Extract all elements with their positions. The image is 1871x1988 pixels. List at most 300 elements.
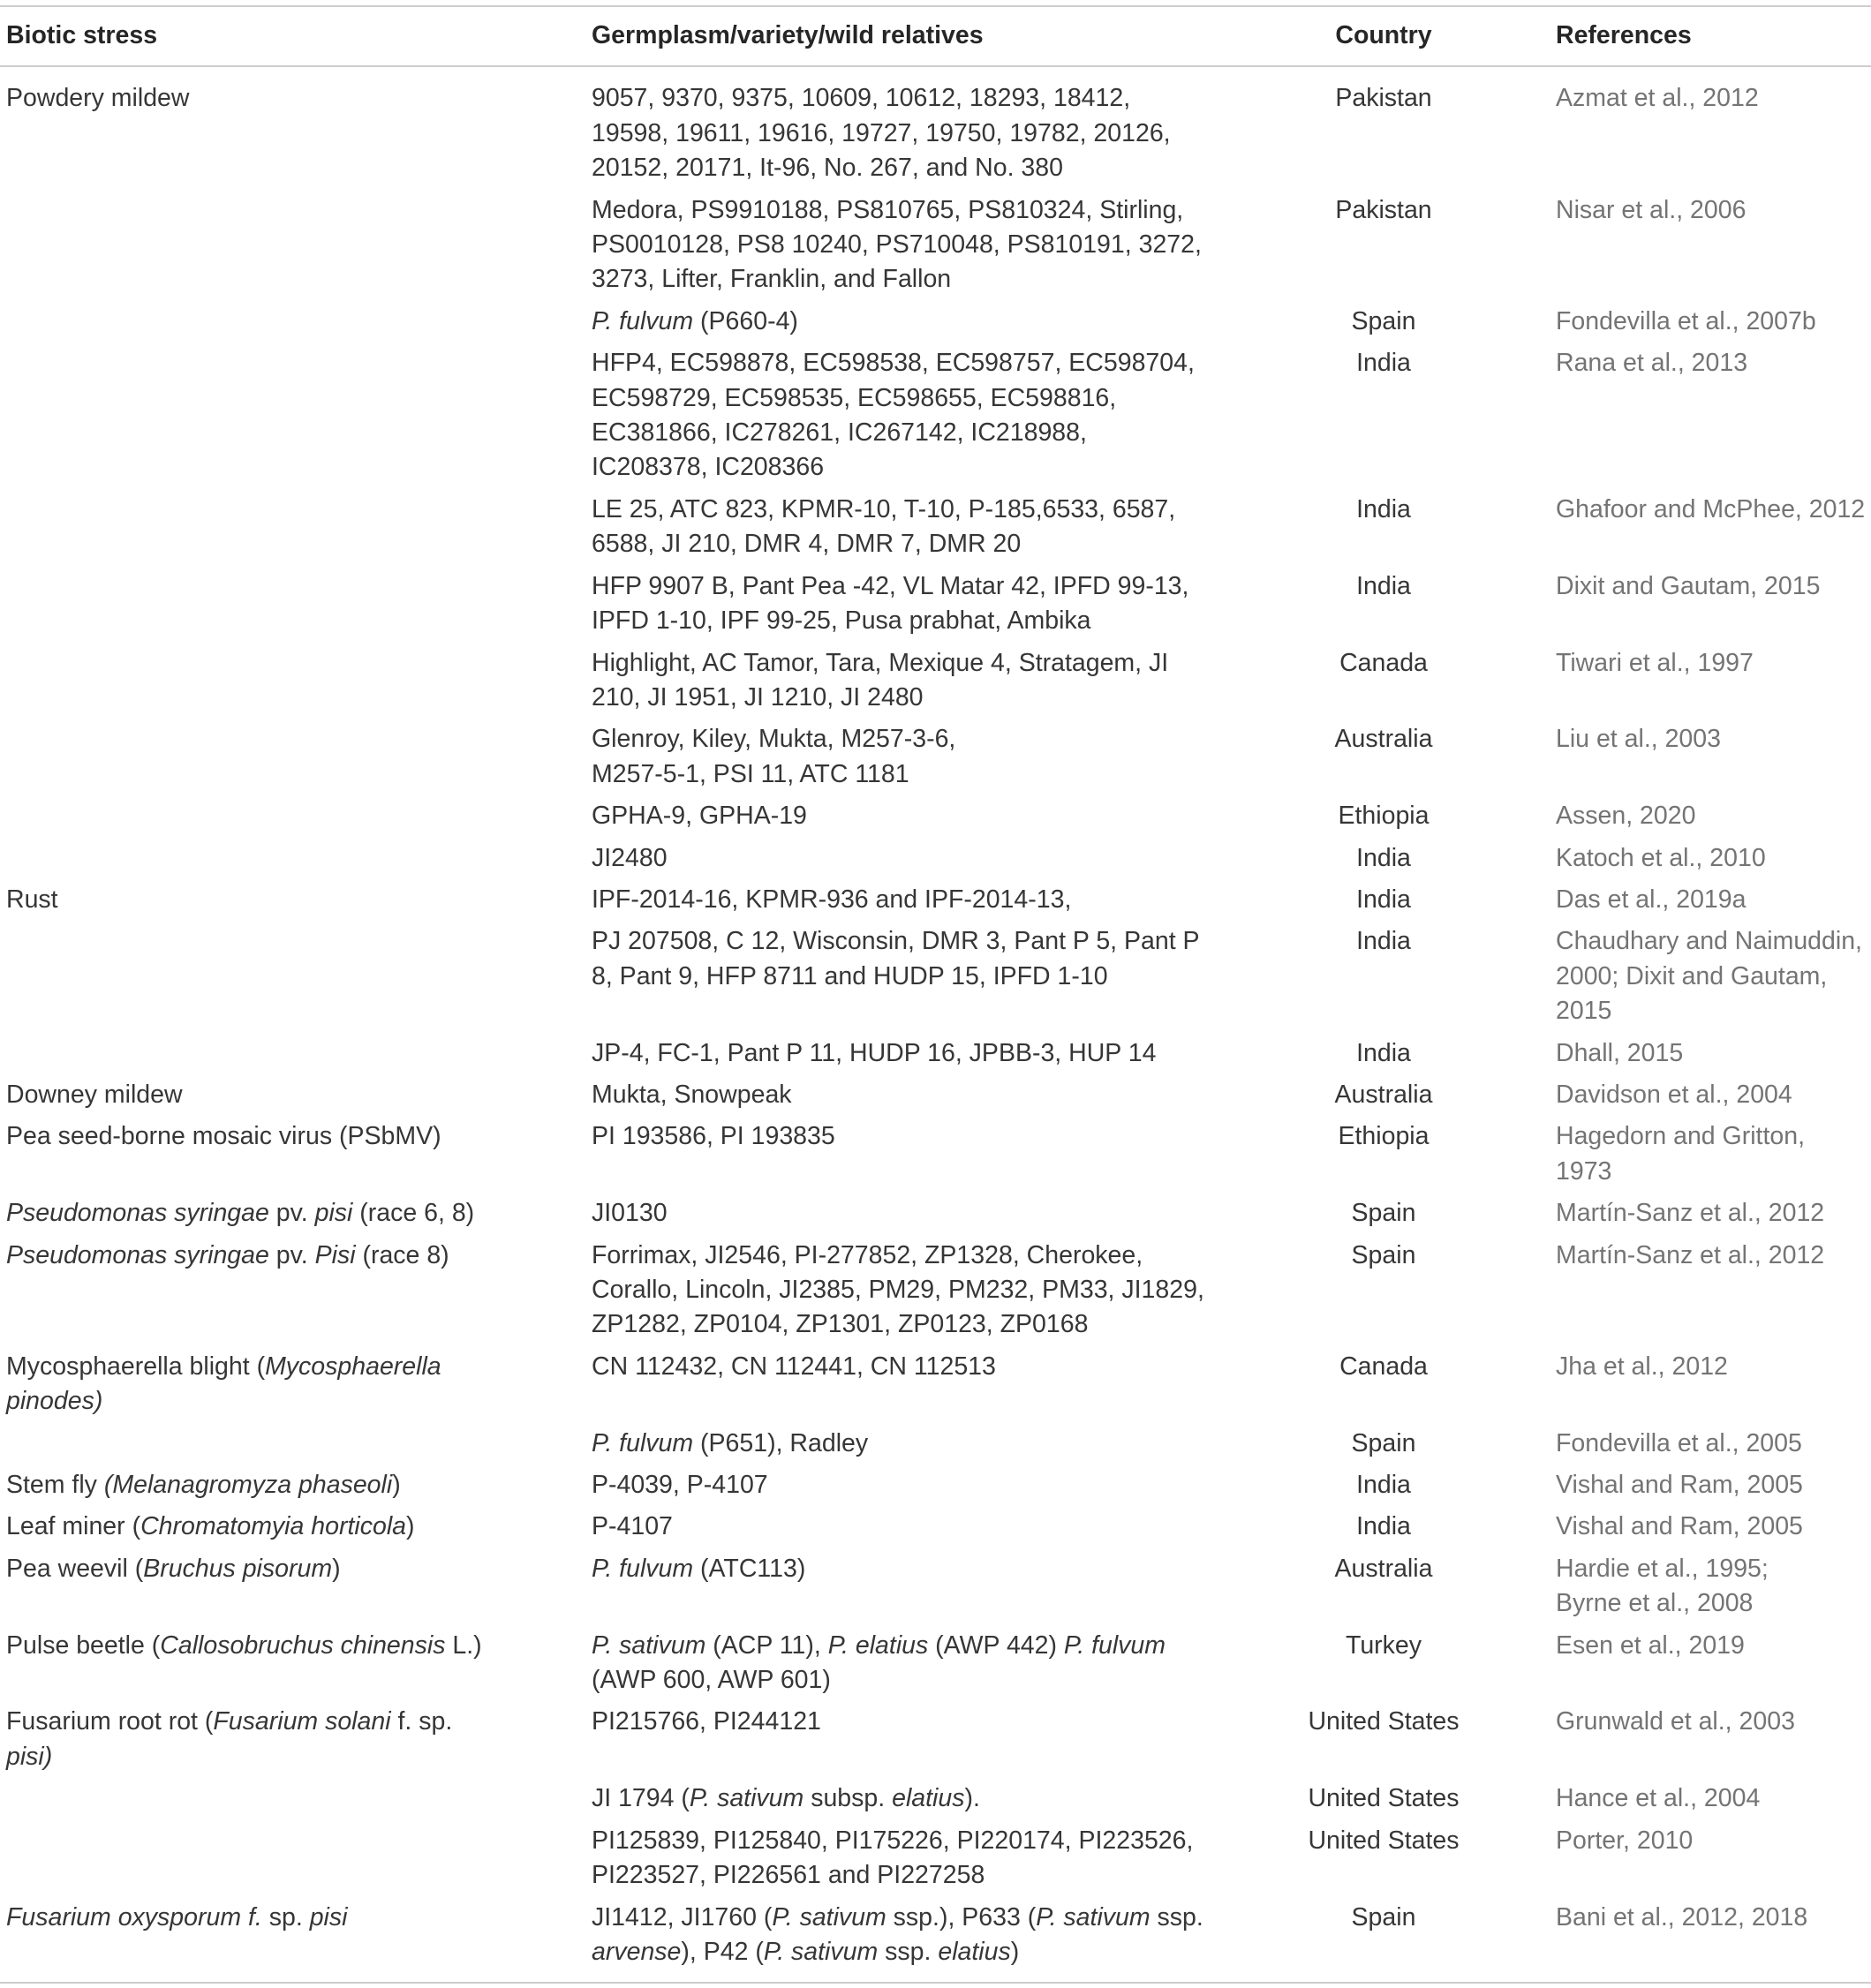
text-segment: ssp. bbox=[878, 1937, 939, 1966]
header-references: References bbox=[1556, 20, 1692, 49]
cell-country bbox=[1269, 719, 1498, 795]
cell-references bbox=[1498, 301, 1871, 343]
table-row bbox=[0, 1625, 1871, 1702]
cell-country bbox=[1269, 1778, 1498, 1819]
cell-biotic-stress bbox=[0, 1820, 592, 1897]
biotic-stress-table bbox=[0, 5, 1871, 1984]
italic-text: Fusarium solani bbox=[213, 1707, 391, 1736]
germplasm-line bbox=[592, 1427, 1269, 1461]
text-segment: ssp.), P633 ( bbox=[886, 1902, 1037, 1932]
biotic-stress-label: Pea seed-borne mosaic virus (PSbMV) bbox=[6, 1122, 441, 1151]
cell-biotic-stress bbox=[0, 67, 592, 190]
biotic-stress-label bbox=[0, 1705, 592, 1739]
cell-references bbox=[1498, 1346, 1871, 1423]
cell-references bbox=[1498, 190, 1871, 301]
cell-country bbox=[1269, 190, 1498, 301]
cell-biotic-stress bbox=[0, 1346, 592, 1423]
country-name: India bbox=[1356, 1471, 1411, 1500]
cell-germplasm bbox=[592, 1465, 1269, 1506]
cell-biotic-stress bbox=[0, 1778, 592, 1819]
text-segment: pv. bbox=[268, 1199, 315, 1228]
table-row bbox=[0, 301, 1871, 343]
reference-link[interactable]: Vishal and Ram, 2005 bbox=[1556, 1471, 1803, 1500]
header-cell-country bbox=[1269, 5, 1498, 67]
text-segment: (ATC113) bbox=[693, 1554, 806, 1583]
biotic-stress-label bbox=[0, 1239, 592, 1273]
italic-text: pisi) bbox=[6, 1742, 53, 1771]
reference-link[interactable]: Davidson et al., 2004 bbox=[1556, 1080, 1792, 1109]
header-biotic-stress: Biotic stress bbox=[6, 20, 158, 49]
table-row bbox=[0, 1548, 1871, 1625]
italic-text: Chromatomyia horticola bbox=[140, 1512, 407, 1541]
country-name: Ethiopia bbox=[1338, 802, 1430, 831]
cell-biotic-stress bbox=[0, 1548, 592, 1625]
table-row bbox=[0, 566, 1871, 643]
germplasm-line: CN 112432, CN 112441, CN 112513 bbox=[592, 1352, 996, 1381]
reference-link[interactable]: Fondevilla et al., 2005 bbox=[1556, 1428, 1802, 1457]
cell-country bbox=[1269, 1235, 1498, 1346]
table-body bbox=[0, 67, 1871, 1984]
cell-germplasm bbox=[592, 1548, 1269, 1625]
country-name: Pakistan bbox=[1335, 195, 1432, 224]
cell-biotic-stress bbox=[0, 1033, 592, 1074]
reference-link[interactable]: Nisar et al., 2006 bbox=[1556, 195, 1747, 224]
germplasm-line: HFP4, EC598878, EC598538, EC598757, EC598704, bbox=[592, 349, 1195, 378]
germplasm-line: 20152, 20171, It-96, No. 267, and No. 380 bbox=[592, 154, 1063, 183]
cell-references bbox=[1498, 921, 1871, 1032]
reference-link[interactable]: Hagedorn and Gritton, bbox=[1556, 1122, 1806, 1151]
cell-references bbox=[1498, 1193, 1871, 1234]
country-name: Australia bbox=[1334, 1554, 1433, 1583]
cell-biotic-stress bbox=[0, 1074, 592, 1116]
italic-text: P. sativum bbox=[772, 1902, 886, 1932]
cell-references bbox=[1498, 795, 1871, 837]
cell-biotic-stress bbox=[0, 301, 592, 343]
country-name: Turkey bbox=[1345, 1630, 1422, 1660]
italic-text: P. fulvum bbox=[592, 1428, 694, 1457]
germplasm-line: P-4039, P-4107 bbox=[592, 1471, 768, 1500]
cell-germplasm bbox=[592, 1074, 1269, 1116]
cell-biotic-stress bbox=[0, 719, 592, 795]
italic-text: arvense bbox=[592, 1937, 682, 1966]
cell-references bbox=[1498, 1116, 1871, 1193]
cell-country bbox=[1269, 795, 1498, 837]
cell-country bbox=[1269, 879, 1498, 921]
text-segment: JI1412, JI1760 ( bbox=[592, 1902, 773, 1932]
cell-references bbox=[1498, 1820, 1871, 1897]
cell-germplasm bbox=[592, 301, 1269, 343]
italic-text: P. fulvum bbox=[592, 1554, 694, 1583]
germplasm-line: M257-5-1, PSI 11, ATC 1181 bbox=[592, 759, 909, 788]
cell-germplasm bbox=[592, 1346, 1269, 1423]
cell-references bbox=[1498, 1074, 1871, 1116]
cell-country bbox=[1269, 1506, 1498, 1547]
cell-country bbox=[1269, 1897, 1498, 1984]
cell-biotic-stress bbox=[0, 1897, 592, 1984]
italic-text: Callosobruchus chinensis bbox=[160, 1630, 446, 1660]
cell-germplasm bbox=[592, 1778, 1269, 1819]
header-row bbox=[0, 5, 1871, 67]
biotic-stress-label bbox=[0, 1196, 592, 1231]
italic-text: Fusarium oxysporum f. bbox=[6, 1902, 262, 1932]
reference-link[interactable]: Bani et al., 2012, 2018 bbox=[1556, 1902, 1808, 1932]
cell-references bbox=[1498, 67, 1871, 190]
table-header bbox=[0, 5, 1871, 67]
country-name: Spain bbox=[1351, 1199, 1416, 1228]
cell-germplasm bbox=[592, 566, 1269, 643]
germplasm-line: (AWP 600, AWP 601) bbox=[592, 1666, 831, 1695]
italic-text: elatius bbox=[938, 1937, 1011, 1966]
cell-germplasm bbox=[592, 1820, 1269, 1897]
italic-text: elatius bbox=[892, 1784, 965, 1813]
cell-references bbox=[1498, 719, 1871, 795]
cell-country bbox=[1269, 1625, 1498, 1702]
germplasm-line: PI223527, PI226561 and PI227258 bbox=[592, 1861, 985, 1890]
biotic-stress-label: Powdery mildew bbox=[6, 84, 190, 113]
cell-biotic-stress bbox=[0, 1465, 592, 1506]
reference-link[interactable]: Tiwari et al., 1997 bbox=[1556, 648, 1754, 677]
country-name: Australia bbox=[1334, 725, 1433, 754]
italic-text: pisi bbox=[309, 1902, 348, 1932]
text-segment: ) bbox=[392, 1471, 401, 1500]
cell-references bbox=[1498, 489, 1871, 566]
cell-germplasm bbox=[592, 838, 1269, 879]
header-cell-biotic-stress bbox=[0, 5, 592, 67]
germplasm-line bbox=[592, 305, 1269, 339]
reference-link[interactable]: Porter, 2010 bbox=[1556, 1826, 1694, 1855]
italic-text: pinodes) bbox=[6, 1387, 103, 1416]
cell-biotic-stress bbox=[0, 838, 592, 879]
italic-text: P. sativum bbox=[689, 1784, 804, 1813]
table-row bbox=[0, 1820, 1871, 1897]
text-segment: Pulse beetle ( bbox=[6, 1630, 161, 1660]
cell-references bbox=[1498, 1701, 1871, 1778]
cell-country bbox=[1269, 1116, 1498, 1193]
germplasm-line: PS0010128, PS8 10240, PS710048, PS810191, 3272, bbox=[592, 230, 1202, 260]
table-row bbox=[0, 1778, 1871, 1819]
text-segment: L.) bbox=[445, 1630, 482, 1660]
biotic-stress-label bbox=[0, 1901, 592, 1935]
table-row bbox=[0, 1506, 1871, 1547]
table-row bbox=[0, 190, 1871, 301]
germplasm-line: EC381866, IC278261, IC267142, IC218988, bbox=[592, 418, 1087, 448]
cell-germplasm bbox=[592, 1506, 1269, 1547]
germplasm-line bbox=[592, 1935, 1269, 1969]
country-name: India bbox=[1356, 571, 1411, 600]
cell-germplasm bbox=[592, 190, 1269, 301]
germplasm-line: Mukta, Snowpeak bbox=[592, 1080, 792, 1109]
germplasm-line: JI2480 bbox=[592, 843, 668, 872]
cell-country bbox=[1269, 921, 1498, 1032]
table-row bbox=[0, 1116, 1871, 1193]
reference-link[interactable]: Dhall, 2015 bbox=[1556, 1038, 1684, 1067]
cell-country bbox=[1269, 643, 1498, 719]
cell-germplasm bbox=[592, 343, 1269, 489]
header-cell-references bbox=[1498, 5, 1871, 67]
germplasm-line: HFP 9907 B, Pant Pea -42, VL Matar 42, IPFD 99-13, bbox=[592, 571, 1189, 600]
cell-references bbox=[1498, 643, 1871, 719]
cell-germplasm bbox=[592, 1033, 1269, 1074]
germplasm-line: P-4107 bbox=[592, 1512, 673, 1541]
country-name: India bbox=[1356, 349, 1411, 378]
country-name: Spain bbox=[1351, 1240, 1416, 1269]
biotic-stress-label: Downey mildew bbox=[6, 1080, 183, 1109]
cell-biotic-stress bbox=[0, 343, 592, 489]
table-row bbox=[0, 343, 1871, 489]
country-name: Spain bbox=[1351, 1902, 1416, 1932]
germplasm-line bbox=[592, 1629, 1269, 1663]
reference-link[interactable]: Dixit and Gautam, 2015 bbox=[1556, 571, 1821, 600]
germplasm-line: ZP1282, ZP0104, ZP1301, ZP0123, ZP0168 bbox=[592, 1310, 1089, 1339]
germplasm-line: 9057, 9370, 9375, 10609, 10612, 18293, 18412, bbox=[592, 84, 1131, 113]
table-row bbox=[0, 838, 1871, 879]
germplasm-line: JP-4, FC-1, Pant P 11, HUDP 16, JPBB-3, HUP 14 bbox=[592, 1038, 1157, 1067]
cell-germplasm bbox=[592, 1116, 1269, 1193]
cell-country bbox=[1269, 1346, 1498, 1423]
text-segment: ) bbox=[406, 1512, 415, 1541]
cell-references bbox=[1498, 566, 1871, 643]
cell-references bbox=[1498, 1548, 1871, 1625]
biotic-stress-label: Rust bbox=[6, 885, 58, 914]
text-segment: ) bbox=[1010, 1937, 1020, 1966]
country-name: India bbox=[1356, 927, 1411, 956]
cell-germplasm bbox=[592, 1423, 1269, 1465]
text-segment: ). bbox=[964, 1784, 980, 1813]
reference-link[interactable]: Das et al., 2019a bbox=[1556, 885, 1747, 914]
reference-link[interactable]: Martín-Sanz et al., 2012 bbox=[1556, 1199, 1825, 1228]
reference-link[interactable]: Hance et al., 2004 bbox=[1556, 1784, 1761, 1813]
cell-country bbox=[1269, 489, 1498, 566]
reference-link[interactable]: Esen et al., 2019 bbox=[1556, 1630, 1745, 1660]
reference-link[interactable]: 2015 bbox=[1556, 997, 1612, 1026]
text-segment: Mycosphaerella blight ( bbox=[6, 1352, 266, 1381]
germplasm-line: 210, JI 1951, JI 1210, JI 2480 bbox=[592, 682, 924, 712]
italic-text: P. sativum bbox=[763, 1937, 879, 1966]
table-row bbox=[0, 1701, 1871, 1778]
reference-link[interactable]: Rana et al., 2013 bbox=[1556, 349, 1748, 378]
cell-references bbox=[1498, 1506, 1871, 1547]
cell-biotic-stress bbox=[0, 1701, 592, 1778]
text-segment: Stem fly bbox=[6, 1471, 104, 1500]
cell-biotic-stress bbox=[0, 1235, 592, 1346]
cell-country bbox=[1269, 1465, 1498, 1506]
cell-germplasm bbox=[592, 1235, 1269, 1346]
cell-country bbox=[1269, 1074, 1498, 1116]
text-segment: (P660-4) bbox=[693, 306, 798, 335]
reference-link[interactable]: Liu et al., 2003 bbox=[1556, 725, 1721, 754]
reference-link[interactable]: Assen, 2020 bbox=[1556, 802, 1696, 831]
reference-link[interactable]: Fondevilla et al., 2007b bbox=[1556, 306, 1816, 335]
italic-text: P. fulvum bbox=[1063, 1630, 1166, 1660]
header-country: Country bbox=[1335, 20, 1432, 49]
cell-biotic-stress bbox=[0, 879, 592, 921]
cell-biotic-stress bbox=[0, 489, 592, 566]
reference-link[interactable]: 2000; Dixit and Gautam, bbox=[1556, 961, 1828, 990]
cell-country bbox=[1269, 301, 1498, 343]
cell-references bbox=[1498, 1423, 1871, 1465]
cell-references bbox=[1498, 1465, 1871, 1506]
cell-references bbox=[1498, 343, 1871, 489]
header-cell-germplasm bbox=[592, 5, 1269, 67]
cell-biotic-stress bbox=[0, 1116, 592, 1193]
italic-text: P. sativum bbox=[592, 1630, 706, 1660]
reference-link[interactable]: Hardie et al., 1995; bbox=[1556, 1554, 1769, 1583]
table-row bbox=[0, 795, 1871, 837]
cell-references bbox=[1498, 1625, 1871, 1702]
cell-germplasm bbox=[592, 67, 1269, 190]
reference-link[interactable]: Vishal and Ram, 2005 bbox=[1556, 1512, 1803, 1541]
table-row bbox=[0, 643, 1871, 719]
germplasm-line: Corallo, Lincoln, JI2385, PM29, PM232, PM33, JI1829, bbox=[592, 1276, 1204, 1304]
cell-biotic-stress bbox=[0, 1423, 592, 1465]
cell-germplasm bbox=[592, 1701, 1269, 1778]
header-germplasm: Germplasm/variety/wild relatives bbox=[592, 20, 984, 49]
cell-biotic-stress bbox=[0, 566, 592, 643]
germplasm-line: JI0130 bbox=[592, 1199, 668, 1228]
cell-country bbox=[1269, 343, 1498, 489]
germplasm-line: PI 193586, PI 193835 bbox=[592, 1122, 835, 1151]
country-name: Spain bbox=[1351, 1428, 1416, 1457]
country-name: India bbox=[1356, 1512, 1411, 1541]
reference-link[interactable]: Martín-Sanz et al., 2012 bbox=[1556, 1240, 1825, 1269]
reference-link[interactable]: Azmat et al., 2012 bbox=[1556, 84, 1759, 113]
cell-references bbox=[1498, 1897, 1871, 1984]
text-segment: ), P42 ( bbox=[681, 1937, 764, 1966]
biotic-stress-label bbox=[0, 1552, 592, 1586]
table-row bbox=[0, 489, 1871, 566]
biotic-stress-label bbox=[0, 1350, 592, 1384]
germplasm-line bbox=[592, 1901, 1269, 1935]
cell-country bbox=[1269, 1701, 1498, 1778]
cell-country bbox=[1269, 1423, 1498, 1465]
country-name: United States bbox=[1308, 1707, 1460, 1736]
cell-references bbox=[1498, 879, 1871, 921]
cell-country bbox=[1269, 1548, 1498, 1625]
germplasm-line: Forrimax, JI2546, PI-277852, ZP1328, Cherokee, bbox=[592, 1240, 1143, 1269]
reference-link[interactable]: Grunwald et al., 2003 bbox=[1556, 1707, 1795, 1736]
text-segment: (P651), Radley bbox=[693, 1428, 869, 1457]
italic-text: pisi bbox=[314, 1199, 353, 1228]
table-row bbox=[0, 719, 1871, 795]
italic-text: Mycosphaerella bbox=[265, 1352, 441, 1381]
country-name: Australia bbox=[1334, 1080, 1433, 1109]
country-name: India bbox=[1356, 1038, 1411, 1067]
italic-text: Pisi bbox=[314, 1240, 356, 1269]
cell-references bbox=[1498, 1235, 1871, 1346]
table-row bbox=[0, 1423, 1871, 1465]
text-segment: subsp. bbox=[803, 1784, 893, 1813]
italic-text: P. fulvum bbox=[592, 306, 694, 335]
text-segment: Pea weevil ( bbox=[6, 1554, 144, 1583]
cell-country bbox=[1269, 1033, 1498, 1074]
germplasm-line: 19598, 19611, 19616, 19727, 19750, 19782, 20126, bbox=[592, 118, 1171, 147]
cell-germplasm bbox=[592, 1897, 1269, 1984]
germplasm-line: IPFD 1-10, IPF 99-25, Pusa prabhat, Ambika bbox=[592, 606, 1091, 636]
cell-biotic-stress bbox=[0, 643, 592, 719]
reference-link[interactable]: Byrne et al., 2008 bbox=[1556, 1589, 1754, 1618]
germplasm-line: LE 25, ATC 823, KPMR-10, T-10, P-185,6533, 6587, bbox=[592, 494, 1176, 523]
cell-country bbox=[1269, 67, 1498, 190]
cell-germplasm bbox=[592, 879, 1269, 921]
italic-text: P. sativum bbox=[1036, 1902, 1151, 1932]
biotic-stress-label bbox=[0, 1510, 592, 1544]
germplasm-line: Highlight, AC Tamor, Tara, Mexique 4, Stratagem, JI bbox=[592, 648, 1169, 677]
cell-references bbox=[1498, 838, 1871, 879]
reference-link[interactable]: Ghafoor and McPhee, 2012 bbox=[1556, 494, 1866, 523]
table-row bbox=[0, 1465, 1871, 1506]
cell-germplasm bbox=[592, 489, 1269, 566]
cell-biotic-stress bbox=[0, 795, 592, 837]
text-segment: (race 8) bbox=[355, 1240, 449, 1269]
italic-text: P. elatius bbox=[827, 1630, 929, 1660]
country-name: Spain bbox=[1351, 306, 1416, 335]
cell-country bbox=[1269, 838, 1498, 879]
germplasm-line: EC598729, EC598535, EC598655, EC598816, bbox=[592, 383, 1117, 412]
cell-germplasm bbox=[592, 921, 1269, 1032]
germplasm-line: IPF-2014-16, KPMR-936 and IPF-2014-13, bbox=[592, 885, 1072, 914]
cell-country bbox=[1269, 1820, 1498, 1897]
text-segment: (race 6, 8) bbox=[352, 1199, 475, 1228]
table-row bbox=[0, 1033, 1871, 1074]
cell-germplasm bbox=[592, 795, 1269, 837]
italic-text: Bruchus pisorum bbox=[143, 1554, 333, 1583]
germplasm-line: PI215766, PI244121 bbox=[592, 1707, 821, 1736]
country-name: India bbox=[1356, 843, 1411, 872]
country-name: Pakistan bbox=[1335, 84, 1432, 113]
cell-references bbox=[1498, 1778, 1871, 1819]
table-row bbox=[0, 1074, 1871, 1116]
table-row bbox=[0, 1897, 1871, 1984]
table-row bbox=[0, 67, 1871, 190]
text-segment: (AWP 442) bbox=[928, 1630, 1064, 1660]
cell-biotic-stress bbox=[0, 921, 592, 1032]
cell-biotic-stress bbox=[0, 190, 592, 301]
cell-country bbox=[1269, 1193, 1498, 1234]
italic-text: Pseudomonas syringae bbox=[6, 1199, 269, 1228]
text-segment: f. sp. bbox=[390, 1707, 453, 1736]
biotic-stress-label bbox=[0, 1384, 592, 1419]
reference-link[interactable]: Jha et al., 2012 bbox=[1556, 1352, 1728, 1381]
country-name: India bbox=[1356, 494, 1411, 523]
cell-germplasm bbox=[592, 1193, 1269, 1234]
reference-link[interactable]: Chaudhary and Naimuddin, bbox=[1556, 927, 1862, 956]
text-segment: ssp. bbox=[1150, 1902, 1203, 1932]
country-name: United States bbox=[1308, 1826, 1460, 1855]
reference-link[interactable]: Katoch et al., 2010 bbox=[1556, 843, 1766, 872]
text-segment: JI 1794 ( bbox=[592, 1784, 690, 1813]
country-name: Canada bbox=[1339, 1352, 1428, 1381]
cell-biotic-stress bbox=[0, 1193, 592, 1234]
cell-germplasm bbox=[592, 643, 1269, 719]
germplasm-line: GPHA-9, GPHA-19 bbox=[592, 802, 807, 831]
text-segment: Fusarium root rot ( bbox=[6, 1707, 214, 1736]
country-name: United States bbox=[1308, 1784, 1460, 1813]
text-segment: (ACP 11), bbox=[705, 1630, 828, 1660]
italic-text: Pseudomonas syringae bbox=[6, 1240, 269, 1269]
table-row bbox=[0, 921, 1871, 1032]
cell-germplasm bbox=[592, 1625, 1269, 1702]
text-segment: sp. bbox=[261, 1902, 310, 1932]
germplasm-line: 6588, JI 210, DMR 4, DMR 7, DMR 20 bbox=[592, 530, 1022, 559]
reference-link[interactable]: 1973 bbox=[1556, 1156, 1612, 1186]
germplasm-line: PJ 207508, C 12, Wisconsin, DMR 3, Pant P 5, Pant P bbox=[592, 927, 1200, 956]
germplasm-line bbox=[592, 1552, 1269, 1586]
germplasm-line bbox=[592, 1781, 1269, 1816]
text-segment: Leaf miner ( bbox=[6, 1512, 141, 1541]
germplasm-line: IC208378, IC208366 bbox=[592, 453, 825, 482]
text-segment: pv. bbox=[268, 1240, 315, 1269]
germplasm-line: Medora, PS9910188, PS810765, PS810324, Stirling, bbox=[592, 195, 1184, 224]
